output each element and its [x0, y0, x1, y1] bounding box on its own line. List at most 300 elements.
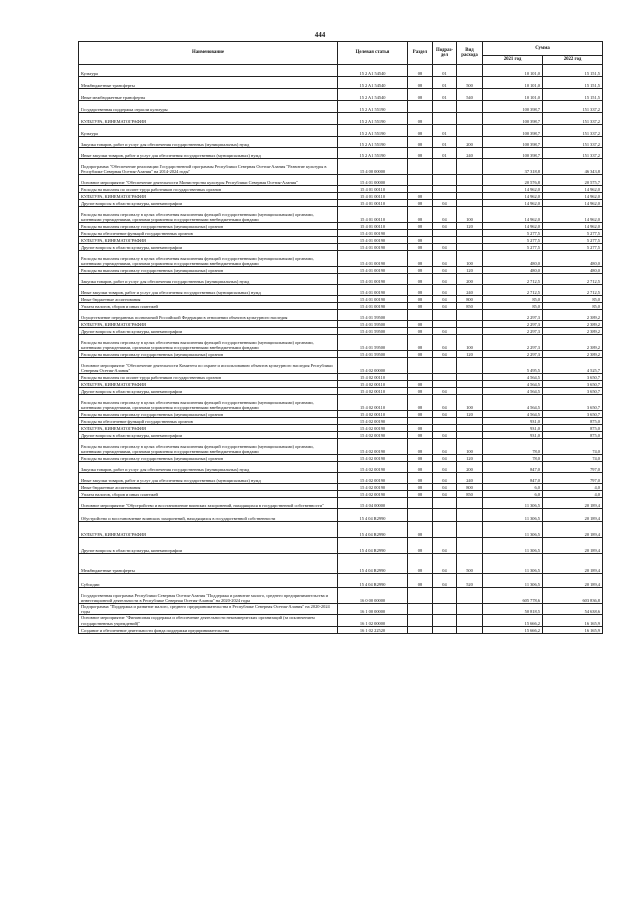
- row-expense-type: 240: [457, 285, 483, 296]
- row-subsection: [433, 498, 457, 509]
- row-sum-2021: 10 101,0: [483, 65, 543, 77]
- row-expense-type: [457, 358, 483, 374]
- row-sum-2021: 100 398,7: [483, 137, 543, 148]
- row-expense-type: 120: [457, 267, 483, 274]
- row-sum-2022: 2 389,2: [543, 335, 603, 351]
- row-name: Закупка товаров, работ и услуг для обеспечения государственных (муниципальных) нужд: [79, 462, 338, 473]
- row-sum-2022: 4,0: [543, 491, 603, 498]
- row-sum-2021: 10 101,0: [483, 77, 543, 89]
- row-sum-2022: 85,0: [543, 303, 603, 310]
- row-sum-2021: 2 297,3: [483, 351, 543, 358]
- row-name: Подпрограмма "Обеспечение реализации Государственной программы Республики Северная Осетия-Алания "Развитие культуры в Республике Северная Осетия-Алания" на 2014-2024 годы": [79, 159, 338, 175]
- row-sum-2022: 20 189,4: [543, 522, 603, 538]
- row-subsection: [433, 113, 457, 125]
- row-sum-2022: 2 712,5: [543, 285, 603, 296]
- table-row: [79, 484, 603, 491]
- row-target-article: 15 4 02 00110: [338, 395, 408, 411]
- row-section: [408, 175, 433, 186]
- row-name: Уплата налогов, сборов и иных платежей: [79, 303, 338, 310]
- row-expense-type: [457, 65, 483, 77]
- row-sum-2021: 2 297,3: [483, 328, 543, 335]
- row-name: Культура: [79, 65, 338, 77]
- table-row: [79, 358, 603, 374]
- row-sum-2022: 2 712,5: [543, 274, 603, 285]
- row-section: 08: [408, 193, 433, 200]
- row-sum-2022: 20 189,4: [543, 538, 603, 554]
- row-target-article: 15 2 A1 54540: [338, 65, 408, 77]
- row-expense-type: 120: [457, 411, 483, 418]
- row-target-article: 16 0 00 00000: [338, 588, 408, 604]
- row-subsection: 04: [433, 554, 457, 574]
- row-sum-2022: 14 962,0: [543, 200, 603, 207]
- row-subsection: [433, 509, 457, 522]
- row-section: [408, 615, 433, 626]
- row-sum-2021: 78,0: [483, 439, 543, 455]
- table-row: [79, 285, 603, 296]
- row-target-article: 15 4 01 59500: [338, 328, 408, 335]
- row-sum-2022: 2 389,2: [543, 351, 603, 358]
- row-expense-type: 100: [457, 207, 483, 223]
- row-section: 08: [408, 411, 433, 418]
- row-target-article: 15 4 02 00190: [338, 473, 408, 484]
- row-target-article: 15 4 01 59500: [338, 310, 408, 321]
- row-sum-2021: 4 564,5: [483, 381, 543, 388]
- row-subsection: [433, 159, 457, 175]
- row-target-article: 15 2 A1 55190: [338, 137, 408, 148]
- row-name: Иные бюджетные ассигнования: [79, 484, 338, 491]
- table-row: [79, 439, 603, 455]
- row-subsection: [433, 615, 457, 626]
- row-section: 08: [408, 455, 433, 462]
- row-sum-2022: 85,0: [543, 296, 603, 303]
- row-subsection: 04: [433, 274, 457, 285]
- row-section: 08: [408, 125, 433, 137]
- row-subsection: [433, 522, 457, 538]
- row-section: 08: [408, 274, 433, 285]
- row-subsection: 04: [433, 267, 457, 274]
- row-target-article: 15 4 04 R2990: [338, 522, 408, 538]
- row-expense-type: [457, 498, 483, 509]
- row-sum-2021: 5 277,5: [483, 230, 543, 237]
- row-name: Закупка товаров, работ и услуг для обеспечения государственных (муниципальных) нужд: [79, 274, 338, 285]
- row-section: 08: [408, 462, 433, 473]
- row-subsection: 04: [433, 491, 457, 498]
- row-sum-2022: 875,0: [543, 418, 603, 425]
- row-target-article: 15 2 A1 54540: [338, 89, 408, 101]
- row-name: Расходы на выплаты персоналу государственных (муниципальных) органов: [79, 223, 338, 230]
- row-section: 08: [408, 351, 433, 358]
- row-section: 08: [408, 303, 433, 310]
- header-section: Раздел: [408, 42, 433, 65]
- row-sum-2022: 4 525,7: [543, 358, 603, 374]
- table-row: [79, 328, 603, 335]
- row-target-article: 15 4 02 00110: [338, 374, 408, 381]
- row-sum-2022: 3 650,7: [543, 388, 603, 395]
- row-section: [408, 374, 433, 381]
- row-target-article: 15 4 01 00190: [338, 230, 408, 237]
- row-target-article: 15 4 02 00190: [338, 418, 408, 425]
- table-row: [79, 411, 603, 418]
- row-sum-2021: 10 101,0: [483, 89, 543, 101]
- table-row: [79, 274, 603, 285]
- table-row: [79, 473, 603, 484]
- table-body: [79, 65, 603, 634]
- row-sum-2022: 15 151,5: [543, 65, 603, 77]
- row-expense-type: [457, 186, 483, 193]
- row-sum-2022: 14 962,0: [543, 207, 603, 223]
- row-name: Государственная поддержка отрасли культуры: [79, 101, 338, 113]
- row-expense-type: 100: [457, 439, 483, 455]
- row-sum-2021: 85,0: [483, 296, 543, 303]
- row-name: КУЛЬТУРА, КИНЕМАТОГРАФИЯ: [79, 425, 338, 432]
- row-section: 08: [408, 381, 433, 388]
- row-name: Иные межбюджетные трансферты: [79, 89, 338, 101]
- row-target-article: 15 4 01 00190: [338, 267, 408, 274]
- row-sum-2021: 2 297,3: [483, 321, 543, 328]
- table-row: [79, 321, 603, 328]
- table-row: [79, 425, 603, 432]
- row-expense-type: [457, 588, 483, 604]
- row-subsection: [433, 626, 457, 633]
- header-year-2022: 2022 год: [543, 56, 603, 65]
- row-expense-type: [457, 159, 483, 175]
- row-name: Расходы на выплаты персоналу в целях обеспечения выполнения функций государственными (муниципальными) органами, казенными учреждениями, органами управления государственными внебюджетными фондами: [79, 335, 338, 351]
- row-target-article: 15 2 A1 55190: [338, 125, 408, 137]
- row-name: Иные закупки товаров, работ и услуг для обеспечения государственных (муниципальных) нужд: [79, 473, 338, 484]
- row-name: Другие вопросы в области культуры, кинематографии: [79, 388, 338, 395]
- row-subsection: 04: [433, 335, 457, 351]
- row-sum-2021: 480,0: [483, 267, 543, 274]
- row-sum-2021: 14 962,0: [483, 207, 543, 223]
- row-section: 08: [408, 89, 433, 101]
- row-subsection: [433, 604, 457, 615]
- header-name: Наименование: [79, 42, 338, 65]
- row-section: 08: [408, 473, 433, 484]
- row-expense-type: 200: [457, 274, 483, 285]
- row-target-article: 15 4 01 00190: [338, 274, 408, 285]
- row-expense-type: 120: [457, 351, 483, 358]
- row-target-article: 15 4 01 00110: [338, 186, 408, 193]
- row-name: Основное мероприятие "Обеспечение деятельности Комитета по охране и использованию объектов культурного наследия Республики Северная Осетия-Алания": [79, 358, 338, 374]
- row-subsection: 04: [433, 328, 457, 335]
- row-subsection: [433, 101, 457, 113]
- row-subsection: 04: [433, 574, 457, 588]
- row-name: КУЛЬТУРА, КИНЕМАТОГРАФИЯ: [79, 193, 338, 200]
- row-sum-2022: 480,0: [543, 267, 603, 274]
- row-expense-type: 800: [457, 296, 483, 303]
- row-sum-2022: 14 962,0: [543, 223, 603, 230]
- row-subsection: 01: [433, 148, 457, 159]
- table-row: [79, 296, 603, 303]
- row-name: Другие вопросы в области культуры, кинематографии: [79, 244, 338, 251]
- row-subsection: [433, 418, 457, 425]
- row-target-article: 15 4 04 R2990: [338, 509, 408, 522]
- table-row: [79, 65, 603, 77]
- row-subsection: 04: [433, 351, 457, 358]
- row-expense-type: [457, 321, 483, 328]
- table-row: [79, 335, 603, 351]
- row-sum-2022: 15 151,5: [543, 89, 603, 101]
- row-sum-2021: 5 277,5: [483, 237, 543, 244]
- row-section: [408, 159, 433, 175]
- row-sum-2022: 74,0: [543, 439, 603, 455]
- row-sum-2021: 11 306,5: [483, 538, 543, 554]
- row-target-article: 15 4 02 00000: [338, 358, 408, 374]
- table-row: [79, 175, 603, 186]
- row-expense-type: [457, 113, 483, 125]
- row-name: Субсидии: [79, 574, 338, 588]
- table-row: [79, 223, 603, 230]
- row-sum-2022: 2 389,2: [543, 321, 603, 328]
- row-expense-type: [457, 101, 483, 113]
- row-expense-type: [457, 125, 483, 137]
- row-sum-2021: 14 962,0: [483, 186, 543, 193]
- row-target-article: 15 4 04 R2990: [338, 574, 408, 588]
- row-sum-2022: 5 277,5: [543, 230, 603, 237]
- row-section: 08: [408, 432, 433, 439]
- row-section: 08: [408, 522, 433, 538]
- row-section: [408, 101, 433, 113]
- row-subsection: 01: [433, 125, 457, 137]
- row-subsection: 04: [433, 473, 457, 484]
- row-expense-type: 240: [457, 473, 483, 484]
- row-target-article: 15 4 01 00190: [338, 296, 408, 303]
- table-row: [79, 615, 603, 626]
- row-name: Уплата налогов, сборов и иных платежей: [79, 491, 338, 498]
- row-section: 08: [408, 335, 433, 351]
- row-sum-2022: 151 337,2: [543, 137, 603, 148]
- row-target-article: 15 4 01 00110: [338, 207, 408, 223]
- row-name: Расходы на выплаты персоналу государственных (муниципальных) органов: [79, 351, 338, 358]
- row-sum-2022: 151 337,2: [543, 125, 603, 137]
- row-sum-2022: 20 189,4: [543, 554, 603, 574]
- table-row: [79, 101, 603, 113]
- row-expense-type: [457, 388, 483, 395]
- row-section: 08: [408, 554, 433, 574]
- row-sum-2022: 797,0: [543, 473, 603, 484]
- row-section: 08: [408, 267, 433, 274]
- row-target-article: 15 4 04 R2990: [338, 538, 408, 554]
- row-subsection: 04: [433, 285, 457, 296]
- row-target-article: 15 2 A1 55190: [338, 148, 408, 159]
- row-sum-2021: 2 712,5: [483, 274, 543, 285]
- row-name: Расходы на выплаты персоналу в целях обеспечения выполнения функций государственными (муниципальными) органами, казенными учреждениями, органами управления государственными внебюджетными фондами: [79, 439, 338, 455]
- row-name: Основное мероприятие "Обустройство и восстановление воинских захоронений, находящихся в государственной собственности": [79, 498, 338, 509]
- row-section: [408, 498, 433, 509]
- row-sum-2021: 15 666,2: [483, 615, 543, 626]
- row-target-article: 15 2 A1 55190: [338, 113, 408, 125]
- row-expense-type: [457, 374, 483, 381]
- table-row: [79, 491, 603, 498]
- table-row: [79, 237, 603, 244]
- header-expense-type: Вид расхода: [457, 42, 483, 65]
- row-sum-2021: 931,0: [483, 425, 543, 432]
- table-row: [79, 310, 603, 321]
- row-name: Обустройство и восстановление воинских захоронений, находящихся в государственной собственности: [79, 509, 338, 522]
- row-target-article: 15 4 02 00110: [338, 381, 408, 388]
- row-target-article: 15 4 01 00190: [338, 237, 408, 244]
- row-name: Межбюджетные трансферты: [79, 77, 338, 89]
- row-expense-type: 120: [457, 455, 483, 462]
- row-expense-type: 240: [457, 148, 483, 159]
- row-name: Расходы на выплаты по оплате труда работников государственных органов: [79, 186, 338, 193]
- row-expense-type: [457, 175, 483, 186]
- row-target-article: 15 4 02 00190: [338, 455, 408, 462]
- row-subsection: 04: [433, 455, 457, 462]
- row-expense-type: 500: [457, 77, 483, 89]
- table-row: [79, 77, 603, 89]
- row-section: 08: [408, 148, 433, 159]
- row-sum-2021: 100 398,7: [483, 101, 543, 113]
- row-sum-2021: 6,0: [483, 491, 543, 498]
- row-subsection: [433, 237, 457, 244]
- row-subsection: 04: [433, 244, 457, 251]
- row-section: 08: [408, 538, 433, 554]
- row-subsection: 04: [433, 411, 457, 418]
- table-row: [79, 538, 603, 554]
- row-expense-type: [457, 244, 483, 251]
- row-target-article: 15 4 01 00190: [338, 285, 408, 296]
- row-target-article: 15 4 01 00190: [338, 303, 408, 310]
- row-sum-2021: 11 306,5: [483, 574, 543, 588]
- row-subsection: 04: [433, 462, 457, 473]
- row-expense-type: [457, 522, 483, 538]
- row-sum-2022: 5 277,5: [543, 244, 603, 251]
- header-target-article: Целевая статья: [338, 42, 408, 65]
- row-sum-2022: 3 650,7: [543, 381, 603, 388]
- row-sum-2022: 480,0: [543, 251, 603, 267]
- row-sum-2022: 74,0: [543, 455, 603, 462]
- table-row: [79, 588, 603, 604]
- row-subsection: [433, 358, 457, 374]
- row-section: 08: [408, 425, 433, 432]
- row-subsection: [433, 310, 457, 321]
- table-row: [79, 395, 603, 411]
- row-expense-type: 200: [457, 462, 483, 473]
- row-sum-2021: 847,0: [483, 473, 543, 484]
- row-name: Культура: [79, 125, 338, 137]
- row-sum-2022: 797,0: [543, 462, 603, 473]
- row-sum-2022: 875,0: [543, 432, 603, 439]
- row-sum-2022: 3 650,7: [543, 395, 603, 411]
- row-sum-2022: 151 337,2: [543, 101, 603, 113]
- row-sum-2021: 5 495,5: [483, 358, 543, 374]
- row-subsection: 04: [433, 439, 457, 455]
- row-section: 08: [408, 296, 433, 303]
- table-row: [79, 351, 603, 358]
- row-name: Другие вопросы в области культуры, кинематографии: [79, 200, 338, 207]
- row-target-article: 15 4 02 00190: [338, 491, 408, 498]
- row-sum-2021: 15 666,2: [483, 626, 543, 633]
- row-section: 08: [408, 285, 433, 296]
- table-row: [79, 159, 603, 175]
- row-name: Осуществление переданных полномочий Российской Федерации в отношении объектов культурного наследия: [79, 310, 338, 321]
- row-sum-2021: 100 398,7: [483, 125, 543, 137]
- row-sum-2022: 15 151,5: [543, 77, 603, 89]
- row-sum-2021: 4 564,5: [483, 388, 543, 395]
- row-target-article: 15 4 02 00190: [338, 439, 408, 455]
- row-expense-type: 520: [457, 574, 483, 588]
- row-expense-type: 850: [457, 491, 483, 498]
- row-target-article: 15 4 01 59500: [338, 321, 408, 328]
- table-row: [79, 522, 603, 538]
- table-row: [79, 244, 603, 251]
- row-expense-type: 800: [457, 484, 483, 491]
- row-section: [408, 186, 433, 193]
- row-sum-2022: 3 650,7: [543, 374, 603, 381]
- table-row: [79, 137, 603, 148]
- row-expense-type: [457, 237, 483, 244]
- table-row: [79, 251, 603, 267]
- row-target-article: 16 1 02 22520: [338, 626, 408, 633]
- table-row: [79, 604, 603, 615]
- page-number: 444: [314, 31, 326, 39]
- row-sum-2021: 11 306,5: [483, 522, 543, 538]
- row-name: Расходы на выплаты персоналу в целях обеспечения выполнения функций государственными (муниципальными) органами, казенными учреждениями, органами управления государственными внебюджетными фондами: [79, 251, 338, 267]
- table-row: [79, 462, 603, 473]
- table-row: [79, 148, 603, 159]
- row-sum-2021: 11 306,5: [483, 554, 543, 574]
- row-name: Другие вопросы в области культуры, кинематографии: [79, 328, 338, 335]
- row-section: 08: [408, 484, 433, 491]
- row-section: 08: [408, 328, 433, 335]
- row-target-article: 15 2 A1 54540: [338, 77, 408, 89]
- row-name: Иные закупки товаров, работ и услуг для обеспечения государственных (муниципальных) нужд: [79, 285, 338, 296]
- row-expense-type: [457, 432, 483, 439]
- table-row: [79, 554, 603, 574]
- row-name: КУЛЬТУРА, КИНЕМАТОГРАФИЯ: [79, 113, 338, 125]
- table-row: [79, 186, 603, 193]
- row-expense-type: [457, 425, 483, 432]
- row-subsection: [433, 588, 457, 604]
- header-year-2021: 2021 год: [483, 56, 543, 65]
- row-expense-type: [457, 193, 483, 200]
- row-sum-2021: 14 962,0: [483, 223, 543, 230]
- row-name: КУЛЬТУРА, КИНЕМАТОГРАФИЯ: [79, 381, 338, 388]
- row-target-article: 15 4 02 00190: [338, 432, 408, 439]
- row-name: Подпрограмма "Поддержка и развитие малого, среднего предпринимательства в Республике Северная Осетия-Алания" на 2020-2024 годы: [79, 604, 338, 615]
- row-section: 08: [408, 321, 433, 328]
- row-sum-2021: 480,0: [483, 251, 543, 267]
- row-target-article: 15 4 02 00110: [338, 411, 408, 418]
- row-sum-2021: 931,0: [483, 432, 543, 439]
- row-subsection: [433, 193, 457, 200]
- row-section: [408, 358, 433, 374]
- row-section: 08: [408, 223, 433, 230]
- row-expense-type: 120: [457, 223, 483, 230]
- row-section: [408, 604, 433, 615]
- table-row: [79, 574, 603, 588]
- row-subsection: 01: [433, 77, 457, 89]
- row-sum-2022: 603 836,8: [543, 588, 603, 604]
- row-sum-2022: 14 962,0: [543, 193, 603, 200]
- row-section: 08: [408, 395, 433, 411]
- table-row: [79, 374, 603, 381]
- table-row: [79, 230, 603, 237]
- row-section: [408, 230, 433, 237]
- row-subsection: 01: [433, 65, 457, 77]
- row-section: [408, 509, 433, 522]
- row-name: Основное мероприятие "Финансовая поддержка и обеспечение деятельности некоммерческих организаций (за исключением государственных учреждений)": [79, 615, 338, 626]
- row-expense-type: [457, 200, 483, 207]
- row-expense-type: 200: [457, 137, 483, 148]
- row-expense-type: 500: [457, 554, 483, 574]
- row-expense-type: [457, 538, 483, 554]
- row-subsection: [433, 186, 457, 193]
- row-name: Государственная программа Республики Северная Осетия-Алания "Поддержка и развитие малого, среднего предпринимательства и инвестиционной деятельности в Республике Северная Осетия-Алания" на 2020-2024 годы: [79, 588, 338, 604]
- row-section: [408, 626, 433, 633]
- row-target-article: 15 2 A1 55190: [338, 101, 408, 113]
